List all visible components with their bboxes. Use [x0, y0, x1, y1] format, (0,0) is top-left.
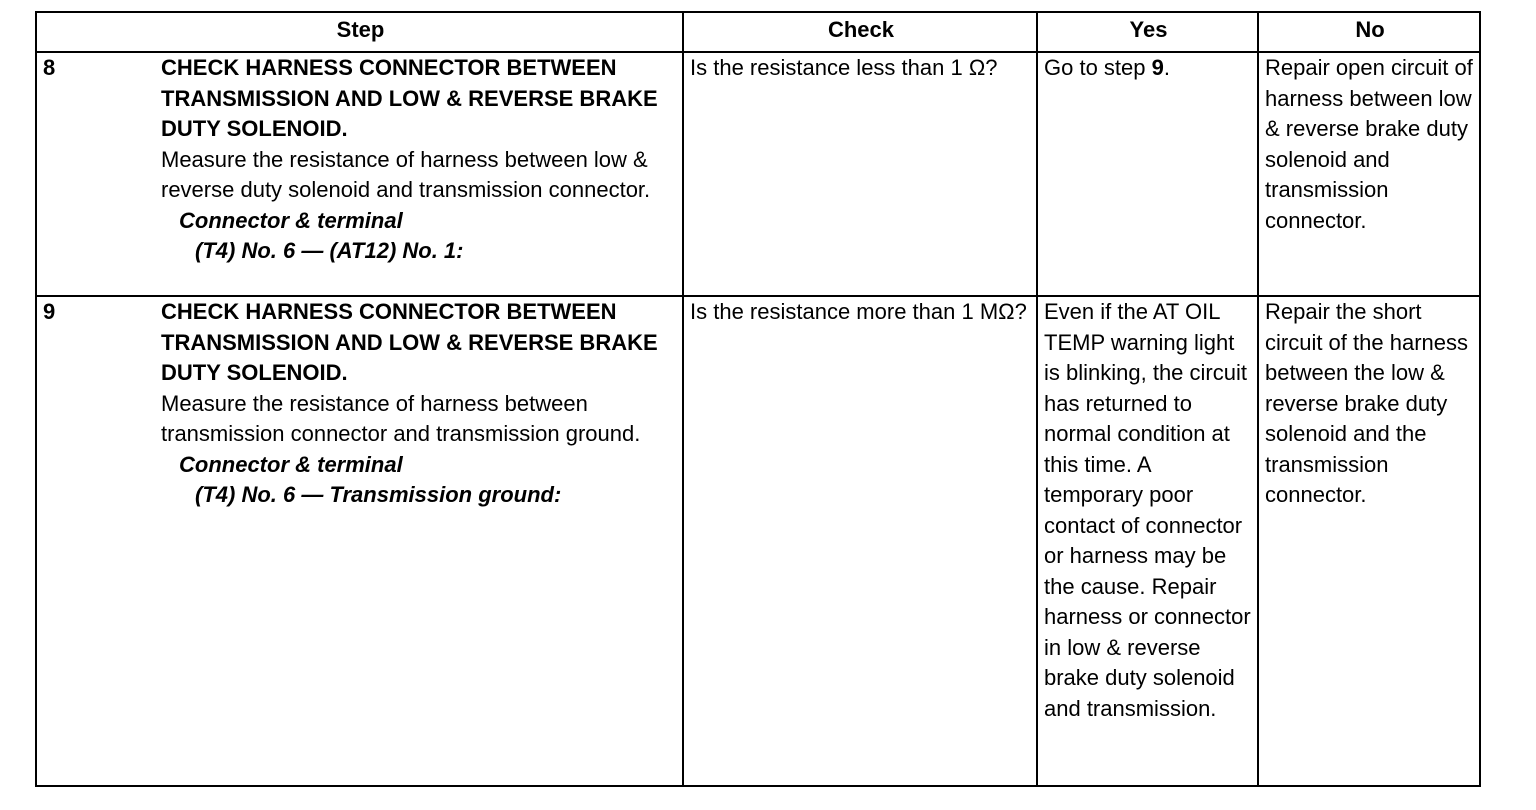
yes-prefix: Go to step — [1044, 55, 1152, 80]
connector-label: Connector & terminal — [179, 207, 403, 233]
check-cell: Is the resistance more than 1 MΩ? — [683, 296, 1037, 786]
header-row — [36, 12, 1480, 52]
connector-terminal: (T4) No. 6 — Transmission ground: — [195, 482, 562, 507]
header-yes: Yes — [1037, 12, 1258, 52]
step-cell — [36, 296, 683, 786]
diagnostic-table — [35, 11, 1481, 787]
yes-cell — [1037, 52, 1258, 296]
no-cell: Repair open circuit of harness between low & reverse brake duty solenoid and transmission connector. — [1258, 52, 1480, 296]
yes-suffix: . — [1163, 55, 1170, 80]
step-cell — [36, 52, 683, 296]
step-title: CHECK HARNESS CONNECTOR BETWEEN TRANSMISSION AND LOW & REVERSE BRAKE DUTY SOLENOID. — [161, 55, 658, 141]
step-title: CHECK HARNESS CONNECTOR BETWEEN TRANSMISSION AND LOW & REVERSE BRAKE DUTY SOLENOID. — [161, 299, 658, 385]
header-step: Step — [36, 12, 683, 52]
step-description: Measure the resistance of harness between low & reverse duty solenoid and transmission connector. — [161, 146, 651, 202]
header-check: Check — [683, 12, 1037, 52]
step-number: 9 — [43, 299, 56, 324]
connector-terminal: (T4) No. 6 — (AT12) No. 1: — [195, 238, 464, 263]
check-cell: Is the resistance less than 1 Ω? — [683, 52, 1037, 296]
step-number: 8 — [43, 55, 56, 80]
yes-step-ref: 9 — [1151, 55, 1164, 80]
connector-label: Connector & terminal — [179, 451, 403, 477]
header-no: No — [1258, 12, 1480, 52]
no-cell: Repair the short circuit of the harness between the low & reverse brake duty solenoid and the transmission connector. — [1258, 296, 1480, 786]
table-row — [36, 52, 1480, 296]
table-row — [36, 296, 1480, 786]
step-description: Measure the resistance of harness between transmission connector and transmission ground. — [161, 390, 641, 446]
yes-cell: Even if the AT OIL TEMP warning light is blinking, the circuit has returned to normal condition at this time. A temporary poor contact of connector or harness may be the cause. Repair harness or connector in low & reverse brake duty solenoid and transmission. — [1037, 296, 1258, 786]
